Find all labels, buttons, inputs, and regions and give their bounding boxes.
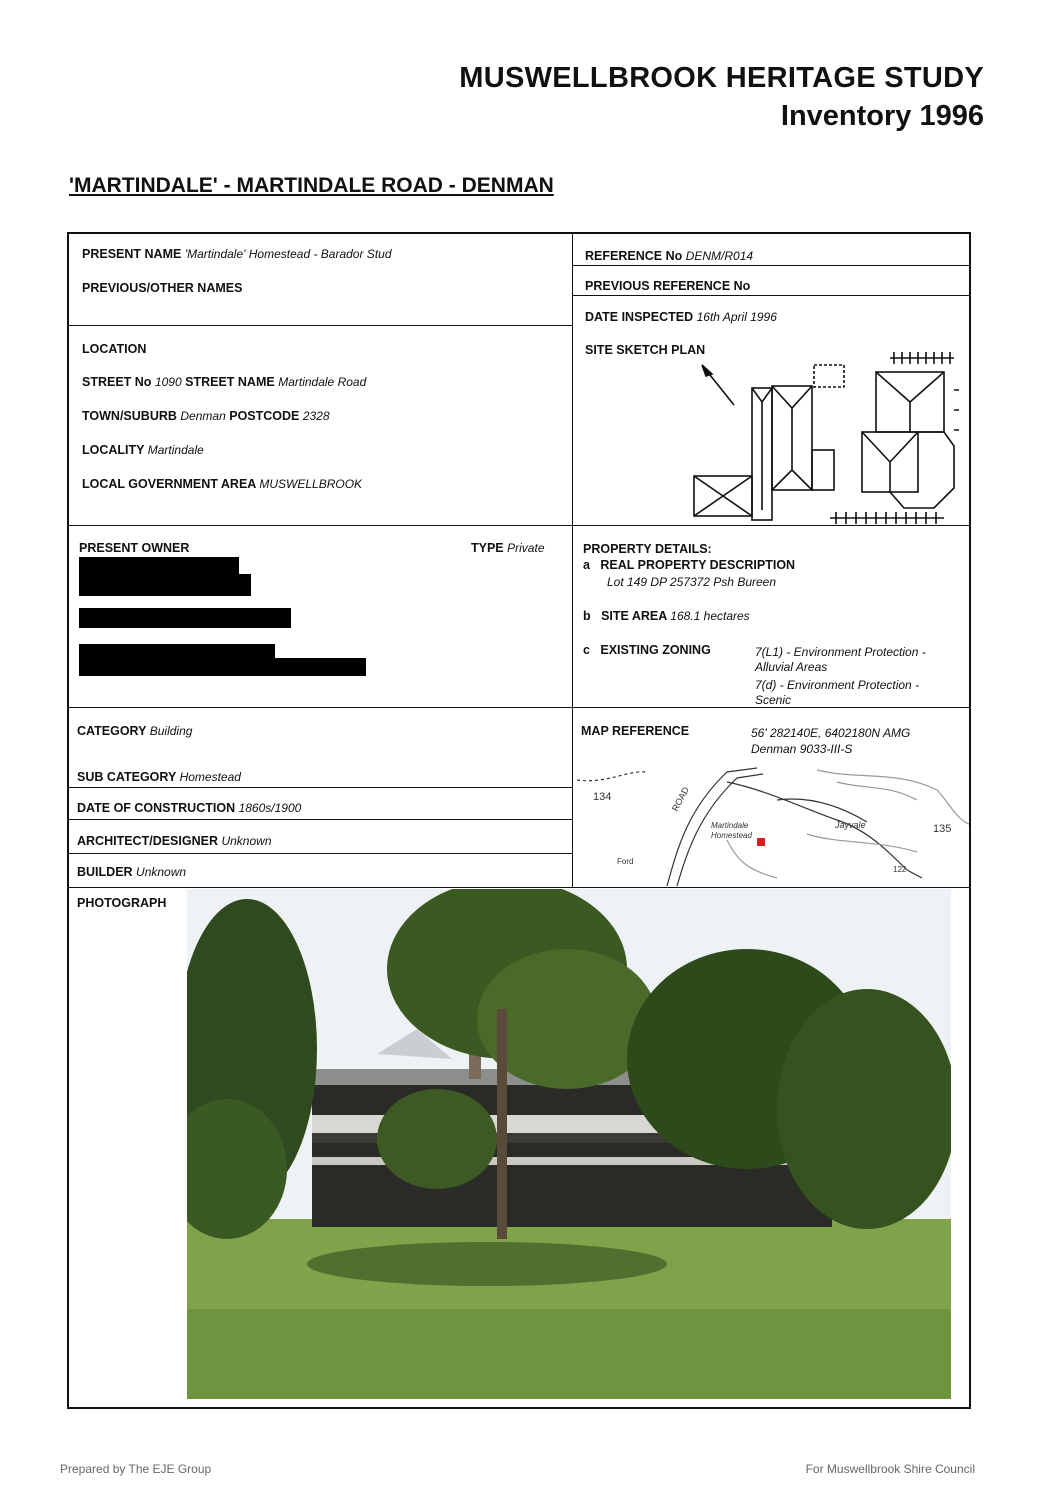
builder-label: BUILDER — [77, 865, 133, 879]
site-area-label: SITE AREA — [601, 609, 667, 623]
item-title: 'MARTINDALE' - MARTINDALE ROAD - DENMAN — [69, 174, 554, 197]
map-label-jayvale: Jayvale — [835, 820, 866, 830]
property-details-label: PROPERTY DETAILS: — [583, 542, 712, 556]
site-sketch-plan — [654, 350, 959, 526]
owner-type-value: Private — [507, 541, 545, 555]
postcode-label: POSTCODE — [229, 409, 300, 423]
location-label: LOCATION — [82, 342, 147, 356]
redaction-bar — [79, 658, 366, 676]
lga-value: MUSWELLBROOK — [259, 477, 363, 491]
map-label-135: 135 — [933, 823, 952, 835]
street-no-label: STREET No — [82, 375, 152, 389]
inventory-year: Inventory 1996 — [780, 100, 984, 132]
category-field — [77, 724, 192, 738]
locality-field — [82, 443, 204, 457]
owner-type-field — [471, 541, 545, 555]
column-divider — [572, 234, 573, 887]
map-reference-label: MAP REFERENCE — [581, 724, 690, 738]
item-marker-b: b — [583, 609, 591, 623]
map-label-ford: Ford — [617, 857, 634, 866]
location-map — [577, 760, 969, 886]
map-reference-value-1: 56' 282140E, 6402180N AMG — [751, 726, 911, 740]
street-field — [82, 375, 366, 389]
site-area-value: 168.1 hectares — [670, 609, 750, 623]
town-value: Denman — [180, 409, 226, 423]
previous-reference-label: PREVIOUS REFERENCE No — [585, 279, 751, 293]
zoning-value-1a: 7(L1) - Environment Protection - — [755, 645, 926, 659]
present-name-value: 'Martindale' Homestead - Barador Stud — [184, 247, 392, 261]
town-field — [82, 409, 330, 423]
real-property-value: Lot 149 DP 257372 Psh Bureen — [607, 575, 777, 589]
footer-right: For Muswellbrook Shire Council — [805, 1462, 975, 1476]
zoning-field — [583, 643, 711, 657]
row-divider — [69, 707, 971, 708]
construction-date-value: 1860s/1900 — [238, 801, 302, 815]
row-divider — [69, 787, 572, 788]
owner-type-label: TYPE — [471, 541, 504, 555]
architect-field — [77, 834, 272, 848]
item-marker-c: c — [583, 643, 590, 657]
map-label-martindale: Martindale — [711, 821, 749, 830]
locality-value: Martindale — [147, 443, 204, 457]
construction-date-field — [77, 801, 301, 815]
reference-value: DENM/R014 — [685, 249, 754, 263]
zoning-value-2a: 7(d) - Environment Protection - — [755, 678, 920, 692]
row-divider — [69, 819, 572, 820]
redaction-bar — [79, 608, 291, 628]
present-owner-label: PRESENT OWNER — [79, 541, 190, 555]
map-label-122: 122 — [893, 865, 907, 874]
real-property-label: REAL PROPERTY DESCRIPTION — [600, 558, 796, 572]
inventory-form — [67, 232, 971, 1409]
reference-field — [585, 249, 753, 263]
row-divider — [69, 887, 971, 888]
map-reference-value-2: Denman 9033-III-S — [751, 742, 853, 756]
street-name-value: Martindale Road — [278, 375, 367, 389]
site-sketch-label: SITE SKETCH PLAN — [585, 343, 706, 357]
category-label: CATEGORY — [77, 724, 147, 738]
lga-label: LOCAL GOVERNMENT AREA — [82, 477, 256, 491]
real-property-field — [583, 558, 795, 572]
footer-left: Prepared by The EJE Group — [60, 1462, 212, 1476]
previous-names-label: PREVIOUS/OTHER NAMES — [82, 281, 243, 295]
locality-label: LOCALITY — [82, 443, 145, 457]
present-name-field — [82, 247, 392, 261]
zoning-value-2b: Scenic — [755, 693, 792, 707]
site-area-field — [583, 609, 750, 623]
builder-field — [77, 865, 186, 879]
sub-category-value: Homestead — [179, 770, 241, 784]
town-label: TOWN/SUBURB — [82, 409, 177, 423]
site-marker — [757, 838, 765, 846]
sub-category-field — [77, 770, 241, 784]
lga-field — [82, 477, 362, 491]
architect-label: ARCHITECT/DESIGNER — [77, 834, 218, 848]
row-divider — [69, 325, 572, 326]
photograph-label: PHOTOGRAPH — [77, 896, 167, 910]
zoning-label: EXISTING ZONING — [600, 643, 711, 657]
construction-date-label: DATE OF CONSTRUCTION — [77, 801, 236, 815]
map-label-homestead: Homestead — [711, 831, 752, 840]
row-divider — [572, 265, 971, 266]
present-name-label: PRESENT NAME — [82, 247, 182, 261]
homestead-photograph — [187, 889, 951, 1399]
zoning-value-1b: Alluvial Areas — [755, 660, 828, 674]
row-divider — [69, 853, 572, 854]
row-divider — [572, 295, 971, 296]
study-title: MUSWELLBROOK HERITAGE STUDY — [459, 62, 984, 94]
date-inspected-label: DATE INSPECTED — [585, 310, 694, 324]
map-label-134: 134 — [593, 791, 612, 803]
redaction-bar — [79, 574, 251, 596]
street-name-label: STREET NAME — [185, 375, 275, 389]
item-marker-a: a — [583, 558, 590, 572]
date-inspected-field — [585, 310, 777, 324]
category-value: Building — [149, 724, 193, 738]
architect-value: Unknown — [221, 834, 272, 848]
date-inspected-value: 16th April 1996 — [696, 310, 777, 324]
sub-category-label: SUB CATEGORY — [77, 770, 177, 784]
street-no-value: 1090 — [154, 375, 182, 389]
map-label-road: ROAD — [669, 785, 691, 813]
builder-value: Unknown — [136, 865, 187, 879]
reference-label: REFERENCE No — [585, 249, 683, 263]
postcode-value: 2328 — [302, 409, 330, 423]
